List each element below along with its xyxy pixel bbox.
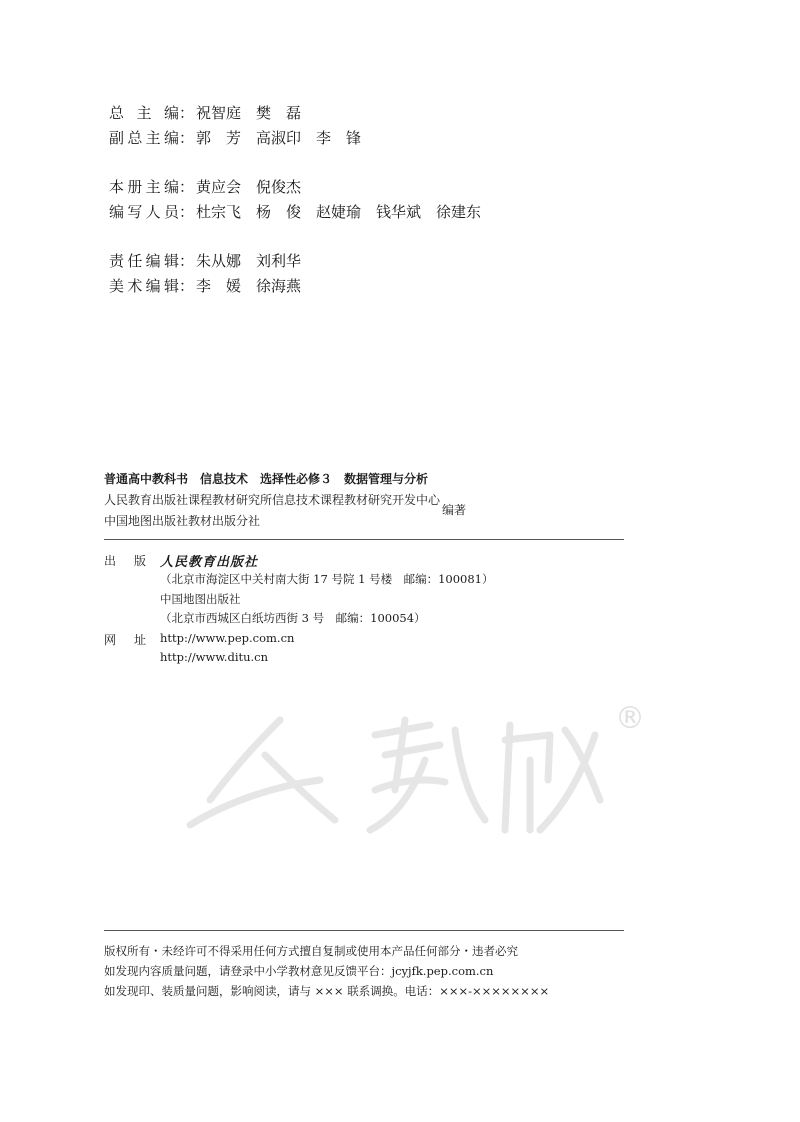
author-role: 编著 bbox=[442, 503, 467, 517]
watermark-logo bbox=[170, 680, 645, 850]
publisher-logo: 人民教育出版社 bbox=[160, 555, 259, 570]
credit-names: 郭 芳 高淑印 李 锋 bbox=[196, 129, 362, 147]
credit-responsible-editor bbox=[109, 251, 301, 271]
credit-separator: ： bbox=[179, 178, 195, 196]
credit-role: 美术编辑 bbox=[109, 277, 179, 295]
divider-top bbox=[104, 539, 624, 540]
credit-names: 李 媛 徐海燕 bbox=[196, 277, 302, 295]
credit-names: 朱从娜 刘利华 bbox=[196, 252, 302, 270]
credit-separator: ： bbox=[179, 104, 195, 122]
credit-role: 责任编辑 bbox=[109, 252, 179, 270]
credit-separator: ： bbox=[179, 277, 195, 295]
credit-separator: ： bbox=[179, 252, 195, 270]
credit-names: 黄应会 倪俊杰 bbox=[196, 178, 302, 196]
credit-separator: ： bbox=[179, 129, 195, 147]
publisher1-address: （北京市海淀区中关村南大街 17 号院 1 号楼 邮编：100081） bbox=[160, 572, 494, 586]
credit-names: 杜宗飞 杨 俊 赵婕瑜 钱华斌 徐建东 bbox=[196, 203, 482, 221]
credit-role: 编写人员 bbox=[109, 203, 179, 221]
website-label: 网 址 bbox=[104, 633, 146, 647]
registered-mark: ® bbox=[615, 701, 645, 736]
book-title: 普通高中教科书 信息技术 选择性必修３ 数据管理与分析 bbox=[104, 472, 429, 486]
copyright-notice: 版权所有・未经许可不得采用任何方式擅自复制或使用本产品任何部分・违者必究 bbox=[104, 944, 518, 958]
credit-separator: ： bbox=[179, 203, 195, 221]
publisher2-address: （北京市西城区白纸坊西街 3 号 邮编：100054） bbox=[160, 611, 426, 625]
credit-role: 总主编 bbox=[109, 104, 179, 122]
quality-notice: 如发现印、装质量问题，影响阅读，请与 ××× 联系调换。电话：×××-×××××××× bbox=[104, 984, 550, 998]
website-url-ditu[interactable]: http://www.ditu.cn bbox=[160, 650, 269, 664]
website-url-pep[interactable]: http://www.pep.com.cn bbox=[160, 631, 295, 645]
divider-bottom bbox=[104, 930, 624, 931]
credit-chief-editor bbox=[109, 103, 301, 123]
credit-volume-editor bbox=[109, 177, 301, 197]
credit-role: 副总主编 bbox=[109, 129, 179, 147]
book-author-2: 中国地图出版社教材出版分社 bbox=[104, 514, 261, 528]
credit-names: 祝智庭 樊 磊 bbox=[196, 104, 302, 122]
credit-art-editor bbox=[109, 276, 301, 296]
credit-role: 本册主编 bbox=[109, 178, 179, 196]
credit-writers bbox=[109, 202, 481, 222]
credit-deputy-chief-editor bbox=[109, 128, 361, 148]
book-author-1: 人民教育出版社课程教材研究所信息技术课程教材研究开发中心 bbox=[104, 493, 441, 507]
publish-label: 出 版 bbox=[104, 554, 146, 568]
feedback-notice: 如发现内容质量问题，请登录中小学教材意见反馈平台：jcyjfk.pep.com.cn bbox=[104, 964, 494, 978]
publisher2-name: 中国地图出版社 bbox=[160, 592, 241, 606]
